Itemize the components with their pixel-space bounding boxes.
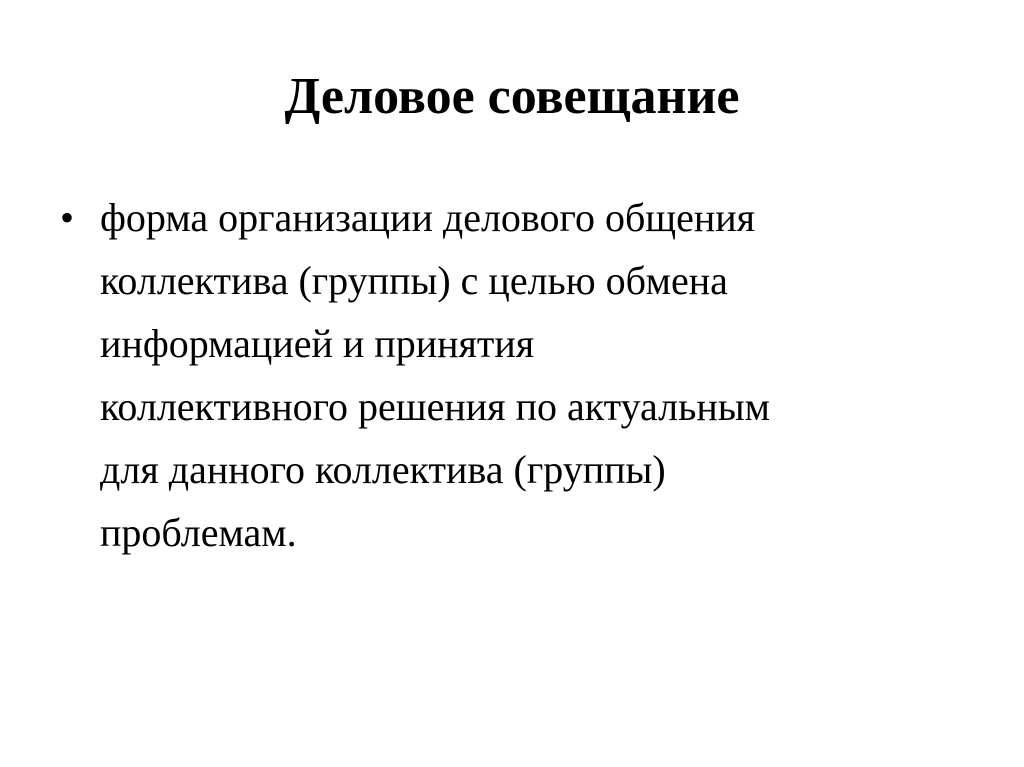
bullet-text-line: коллективного решения по актуальным xyxy=(100,384,770,429)
bullet-text-line: проблемам. xyxy=(100,510,297,555)
bullet-marker: • xyxy=(60,195,75,240)
bullet-text-line: коллектива (группы) с целью обмена xyxy=(100,258,728,303)
bullet-item xyxy=(60,186,980,564)
bullet-text-line: для данного коллектива (группы) xyxy=(100,447,666,492)
bullet-text-line: форма организации делового общения xyxy=(100,195,756,240)
slide-title: Деловое совещание xyxy=(284,68,740,125)
bullet-list xyxy=(60,186,980,564)
bullet-text-line: информацией и принятия xyxy=(100,321,535,366)
